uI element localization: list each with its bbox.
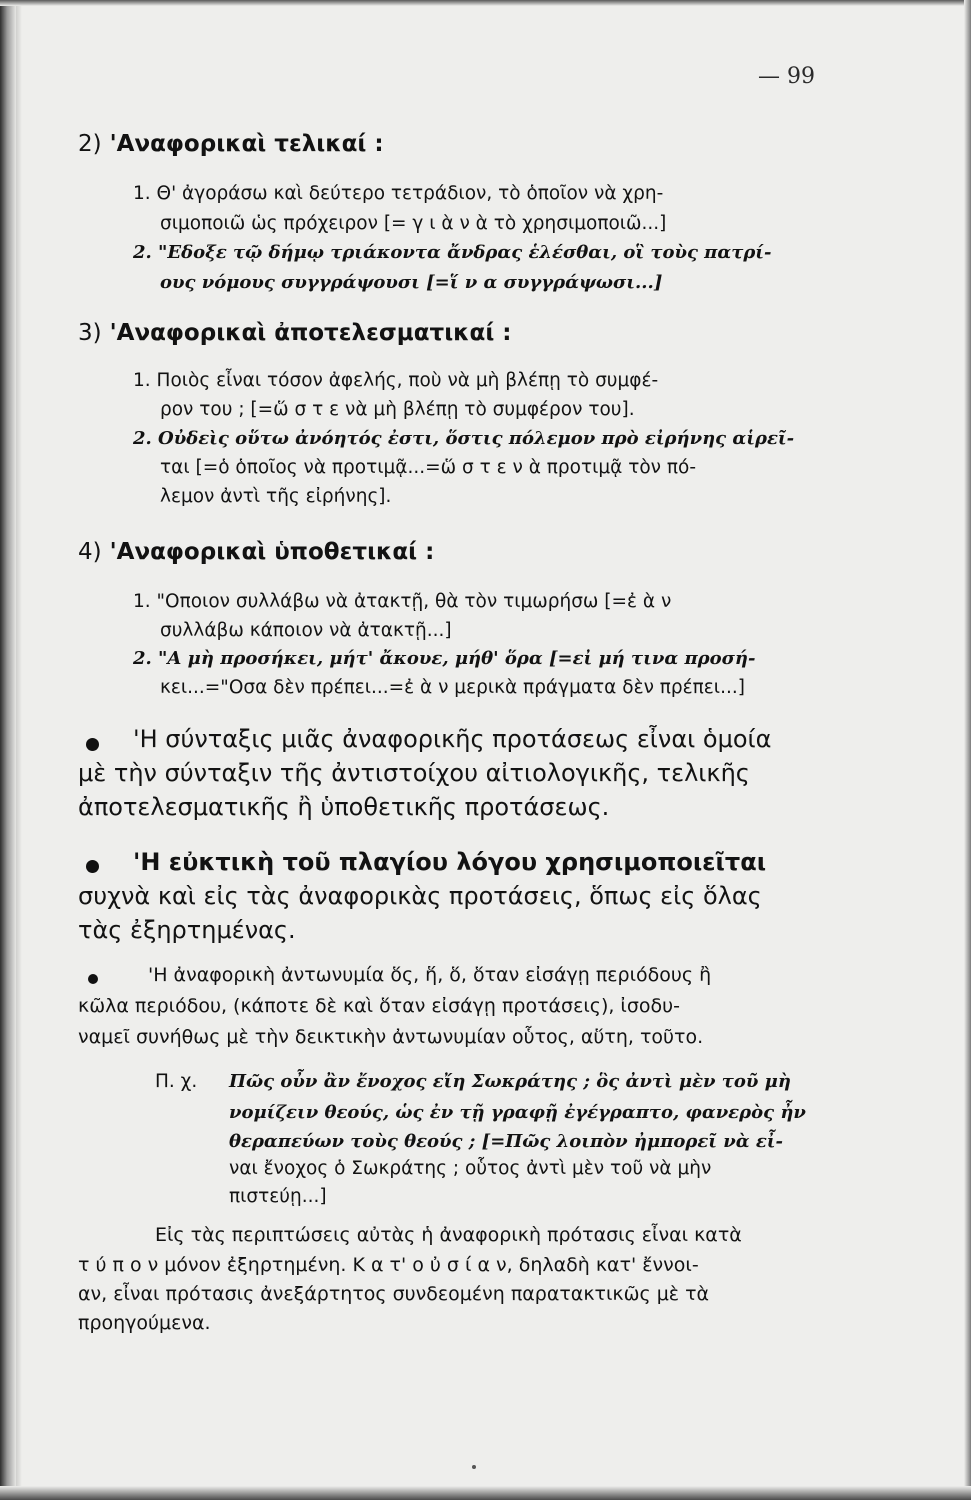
note-3-line-1: 'Η ἀναφορικὴ ἀντωνυμία ὅς, ἥ, ὅ, ὅταν εἰσάγῃ περιόδους ἢ bbox=[148, 964, 712, 986]
note-2-line-3: τὰς ἐξηρτημένας. bbox=[78, 916, 296, 944]
section-2-line-3: 2. "Εδοξε τῷ δήμῳ τριάκοντα ἄνδρας ἑλέσθαι, οἳ τοὺς πατρί- bbox=[133, 242, 772, 263]
section-4-line-1: 1. "Οποιον συλλάβω νὰ ἀτακτῇ, θὰ τὸν τιμωρήσω [=ἐ ὰ ν bbox=[133, 591, 672, 612]
closing-line-4: προηγούμενα. bbox=[78, 1312, 211, 1334]
closing-line-3: αν, εἶναι πρότασις ἀνεξάρτητος συνδεομένη παρατακτικῶς μὲ τὰ bbox=[78, 1283, 710, 1305]
ink-speck bbox=[472, 1465, 476, 1469]
section-2-line-2: σιμοποιῶ ὡς πρόχειρον [= γ ι ὰ ν ὰ τὸ χρησιμοποιῶ...] bbox=[160, 213, 667, 234]
section-3-title: 'Αναφορικαὶ ἀποτελεσματικαί : bbox=[109, 320, 512, 346]
closing-line-1: Εἰς τὰς περιπτώσεις αὐτὰς ἡ ἀναφορικὴ πρότασις εἶναι κατὰ bbox=[155, 1224, 742, 1246]
closing-line-2: τ ύ π ο ν μόνον ἐξηρτημένη. Κ α τ' ο ὐ σ ί α ν, δηλαδὴ κατ' ἔννοι- bbox=[78, 1254, 699, 1276]
bullet-icon bbox=[86, 738, 99, 751]
note-2-line-1 bbox=[133, 850, 766, 874]
page-binding-highlight bbox=[16, 0, 22, 1500]
page-binding-shadow bbox=[0, 0, 16, 1500]
example-line-1: Πῶς οὖν ἂν ἔνοχος εἴη Σωκράτης ; ὃς ἀντὶ μὲν τοῦ μὴ bbox=[229, 1071, 791, 1092]
section-2-line-1: 1. Θ' ἀγοράσω καὶ δεύτερο τετράδιον, τὸ ὁποῖον νὰ χρη- bbox=[133, 183, 664, 204]
bullet-icon bbox=[88, 974, 98, 984]
page-top-edge bbox=[0, 0, 971, 6]
example-line-5: πιστεύῃ...] bbox=[229, 1186, 327, 1207]
section-3-line-1: 1. Ποιὸς εἶναι τόσον ἀφελής, ποὺ νὰ μὴ βλέπῃ τὸ συμφέ- bbox=[133, 370, 659, 391]
note-1-line-3: ἀποτελεσματικῆς ἢ ὑποθετικῆς προτάσεως. bbox=[78, 793, 610, 821]
section-2-title: 'Αναφορικαὶ τελικαί : bbox=[109, 131, 384, 157]
section-3-line-4: ται [=ὁ ὁποῖος νὰ προτιμᾷ...=ὥ σ τ ε ν ὰ προτιμᾷ τὸν πό- bbox=[160, 457, 697, 478]
page-bottom-edge bbox=[0, 1486, 971, 1500]
section-2-heading bbox=[78, 133, 384, 156]
section-4-title: 'Αναφορικαὶ ὑποθετικαί : bbox=[109, 539, 435, 565]
example-label: Π. χ. bbox=[155, 1071, 198, 1092]
example-line-4: ναι ἔνοχος ὁ Σωκράτης ; οὗτος ἀντὶ μὲν τοῦ νὰ μὴν bbox=[229, 1158, 712, 1179]
example-line-2: νομίζειν θεούς, ὡς ἐν τῇ γραφῇ ἐγέγραπτο, φανερὸς ἦν bbox=[229, 1102, 806, 1123]
section-4-line-2: συλλάβω κάποιον νὰ ἀτακτῇ...] bbox=[160, 620, 452, 641]
section-3-heading bbox=[78, 322, 512, 345]
note-1-line-1: 'Η σύνταξις μιᾶς ἀναφορικῆς προτάσεως εἶναι ὁμοία bbox=[133, 725, 772, 753]
section-4-number: 4) bbox=[78, 539, 102, 565]
page-right-edge bbox=[964, 0, 971, 1500]
bullet-icon bbox=[86, 860, 99, 873]
section-4-line-4: κει...="Οσα δὲν πρέπει...=ἐ ὰ ν μερικὰ πράγματα δὲν πρέπει...] bbox=[160, 677, 745, 698]
note-2-line-1-text: 'Η εὐκτικὴ τοῦ πλαγίου λόγου χρησιμοποιεῖται bbox=[133, 848, 767, 876]
note-2-line-2: συχνὰ καὶ εἰς τὰς ἀναφορικὰς προτάσεις, ὅπως εἰς ὅλας bbox=[78, 882, 762, 910]
note-1-line-2: μὲ τὴν σύνταξιν τῆς ἀντιστοίχου αἰτιολογικῆς, τελικῆς bbox=[78, 759, 750, 787]
section-3-line-3: 2. Οὐδεὶς οὕτω ἀνόητός ἐστι, ὅστις πόλεμον πρὸ εἰρήνης αἱρεῖ- bbox=[133, 428, 795, 449]
section-3-line-2: ρον του ; [=ὥ σ τ ε νὰ μὴ βλέπῃ τὸ συμφέρον του]. bbox=[160, 399, 635, 420]
note-3-line-2: κῶλα περιόδου, (κάποτε δὲ καὶ ὅταν εἰσάγῃ προτάσεις), ἰσοδυ- bbox=[78, 995, 681, 1017]
section-4-heading bbox=[78, 541, 434, 564]
note-3-line-3: ναμεῖ συνήθως μὲ τὴν δεικτικὴν ἀντωνυμίαν οὗτος, αὕτη, τοῦτο. bbox=[78, 1026, 704, 1048]
section-2-line-4: ους νόμους συγγράψουσι [=ἵ ν α συγγράψωσι...] bbox=[160, 272, 663, 293]
section-3-line-5: λεμον ἀντὶ τῆς εἰρήνης]. bbox=[160, 486, 392, 507]
section-4-line-3: 2. "Α μὴ προσήκει, μήτ' ἄκουε, μήθ' ὅρα [=εἰ μή τινα προσή- bbox=[133, 648, 756, 669]
section-2-number: 2) bbox=[78, 131, 102, 157]
section-3-number: 3) bbox=[78, 320, 102, 346]
page-number: — 99 bbox=[758, 64, 815, 89]
example-line-3: θεραπεύων τοὺς θεούς ; [=Πῶς λοιπὸν ἠμπορεῖ νὰ εἶ- bbox=[229, 1131, 783, 1152]
